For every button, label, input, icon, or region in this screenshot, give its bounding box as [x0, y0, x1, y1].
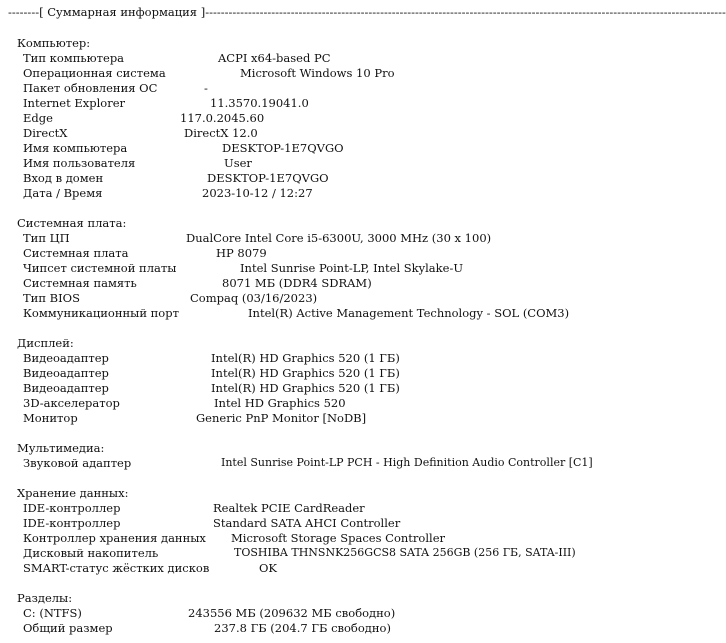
- row-label: Системная память: [23, 276, 137, 290]
- row-label: Видеоадаптер: [23, 381, 109, 395]
- row-value: Intel(R) HD Graphics 520 (1 ГБ): [211, 381, 400, 395]
- row-value: HP 8079: [216, 246, 267, 260]
- row-label: Монитор: [23, 411, 78, 425]
- row-value: 8071 МБ (DDR4 SDRAM): [222, 276, 372, 290]
- row-value: Intel Sunrise Point-LP PCH - High Definition Audio Controller [C1]: [221, 456, 593, 469]
- row-label: Звуковой адаптер: [23, 456, 132, 470]
- row-value: DirectX 12.0: [184, 126, 258, 140]
- section-title-computer: Компьютер:: [17, 36, 91, 50]
- row-label: Edge: [23, 111, 53, 125]
- section-title-partitions: Разделы:: [17, 591, 73, 605]
- row-label: Пакет обновления ОС: [23, 81, 158, 95]
- row-value: 117.0.2045.60: [180, 111, 265, 125]
- row-value: Realtek PCIE CardReader: [213, 501, 365, 515]
- row-label: SMART-статус жёстких дисков: [23, 561, 210, 575]
- row-value: DESKTOP-1E7QVGO: [207, 171, 329, 185]
- row-value: Intel HD Graphics 520: [214, 396, 346, 410]
- row-value: Microsoft Storage Spaces Controller: [231, 531, 446, 545]
- row-value: 2023-10-12 / 12:27: [202, 186, 313, 200]
- row-value: User: [224, 156, 252, 170]
- row-value: Intel(R) Active Management Technology - SOL (COM3): [248, 306, 570, 320]
- row-value: Intel Sunrise Point-LP, Intel Skylake-U: [240, 261, 464, 275]
- section-title-display: Дисплей:: [17, 336, 74, 350]
- row-label: Имя пользователя: [23, 156, 136, 170]
- row-label: Тип BIOS: [23, 291, 80, 305]
- row-label: Дисковый накопитель: [23, 546, 159, 560]
- row-label: Тип компьютера: [23, 51, 125, 65]
- row-label: Вход в домен: [23, 171, 104, 185]
- row-value: Compaq (03/16/2023): [190, 291, 318, 305]
- row-label: IDE-контроллер: [23, 516, 121, 530]
- row-label: Видеоадаптер: [23, 366, 109, 380]
- row-value: -: [204, 81, 208, 95]
- row-label: Чипсет системной платы: [23, 261, 177, 275]
- row-label: Коммуникационный порт: [23, 306, 179, 320]
- row-value: 237.8 ГБ (204.7 ГБ свободно): [214, 621, 391, 635]
- row-label: Видеоадаптер: [23, 351, 109, 365]
- row-value: Intel(R) HD Graphics 520 (1 ГБ): [211, 351, 400, 365]
- row-value: Intel(R) HD Graphics 520 (1 ГБ): [211, 366, 400, 380]
- row-label: Операционная система: [23, 66, 166, 80]
- row-value: DualCore Intel Core i5-6300U, 3000 MHz (30 x 100): [186, 231, 492, 245]
- row-label: Тип ЦП: [23, 231, 70, 245]
- row-label: Общий размер: [23, 621, 113, 635]
- row-value: Standard SATA AHCI Controller: [213, 516, 401, 530]
- row-value: OK: [259, 561, 278, 575]
- row-value: DESKTOP-1E7QVGO: [222, 141, 344, 155]
- row-label: Контроллер хранения данных: [23, 531, 206, 545]
- row-value: 243556 МБ (209632 МБ свободно): [188, 606, 396, 620]
- row-label: 3D-акселератор: [23, 396, 120, 410]
- row-value: Microsoft Windows 10 Pro: [240, 66, 395, 80]
- section-title-storage: Хранение данных:: [17, 486, 129, 500]
- section-title-multimedia: Мультимедиа:: [17, 441, 105, 455]
- row-value: Generic PnP Monitor [NoDB]: [196, 411, 367, 425]
- row-label: C: (NTFS): [23, 606, 82, 620]
- row-value: ACPI x64-based PC: [218, 51, 331, 65]
- row-value: 11.3570.19041.0: [210, 96, 309, 110]
- section-title-motherboard: Системная плата:: [17, 216, 127, 230]
- row-label: IDE-контроллер: [23, 501, 121, 515]
- row-value: TOSHIBA THNSNK256GCS8 SATA 256GB (256 ГБ, SATA-III): [234, 546, 576, 559]
- row-label: Internet Explorer: [23, 96, 126, 110]
- row-label: DirectX: [23, 126, 68, 140]
- row-label: Имя компьютера: [23, 141, 128, 155]
- row-label: Системная плата: [23, 246, 129, 260]
- summary-header: --------[ Суммарная информация ]--------------------------------------------------------------------------------------------------------------------------------------: [8, 5, 726, 19]
- row-label: Дата / Время: [23, 186, 103, 200]
